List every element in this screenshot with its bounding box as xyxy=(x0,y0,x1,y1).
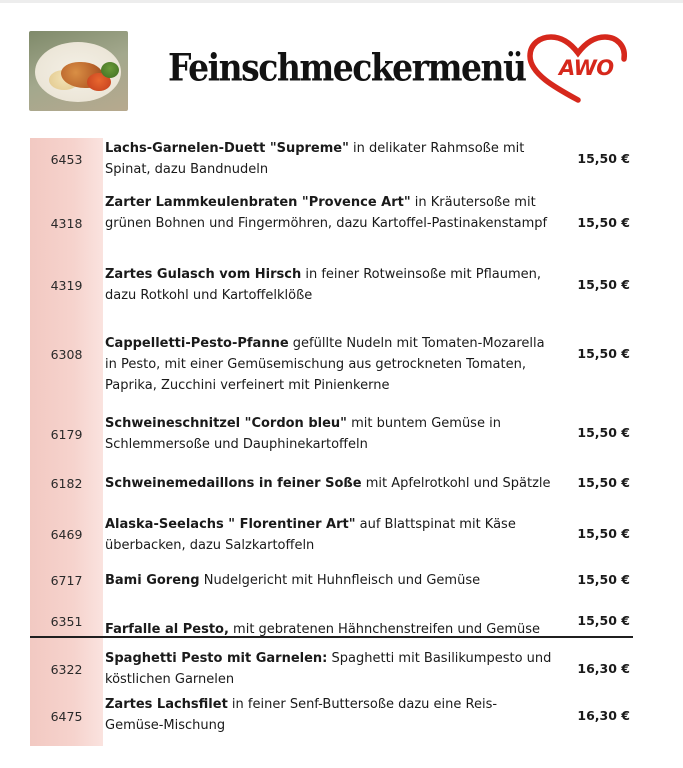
item-description xyxy=(105,694,555,736)
item-name: Lachs-Garnelen-Duett "Supreme" xyxy=(105,141,349,156)
item-details: Nudelgericht mit Huhnfleisch und Gemüse xyxy=(199,573,481,588)
item-price: 15,50 € xyxy=(577,526,630,541)
item-name: Farfalle al Pesto, xyxy=(105,622,229,637)
item-description xyxy=(105,514,555,556)
item-name: Zartes Lachsfilet xyxy=(105,697,228,712)
top-edge-line xyxy=(0,0,683,3)
food-plate-photo xyxy=(29,31,128,111)
item-name: Schweinemedaillons in feiner Soße xyxy=(105,476,362,491)
item-price: 15,50 € xyxy=(577,572,630,587)
item-description xyxy=(105,648,555,690)
item-details: Spaghetti mit Basilikumpesto und köstlichen Garnelen xyxy=(105,651,552,687)
logo-text: AWO xyxy=(559,56,614,80)
item-price: 15,50 € xyxy=(577,346,630,361)
item-code: 6351 xyxy=(50,614,83,629)
item-code: 6475 xyxy=(50,709,83,724)
item-code: 6179 xyxy=(50,427,83,442)
item-details: auf Blattspinat mit Käse überbacken, dazu Salzkartoffeln xyxy=(105,517,516,553)
item-details: in Kräutersoße mit grünen Bohnen und Fingermöhren, dazu Kartoffel-Pastinakenstampf xyxy=(105,195,548,231)
item-name: Alaska-Seelachs " Florentiner Art" xyxy=(105,517,356,532)
item-price: 16,30 € xyxy=(577,661,630,676)
item-details: gefüllte Nudeln mit Tomaten-Mozarella in Pesto, mit einer Gemüsemischung aus getrockneten Tomaten, Paprika, Zucchini verfeinert mit Pinienkerne xyxy=(105,336,545,393)
item-code: 6469 xyxy=(50,527,83,542)
item-name: Zarter Lammkeulenbraten "Provence Art" xyxy=(105,195,411,210)
item-details: mit buntem Gemüse in Schlemmersoße und Dauphinekartoffeln xyxy=(105,416,501,452)
item-code: 6308 xyxy=(50,347,83,362)
awo-logo xyxy=(526,34,632,104)
item-name: Zartes Gulasch vom Hirsch xyxy=(105,267,302,282)
item-description xyxy=(105,413,555,455)
item-details: in feiner Senf-Buttersoße dazu eine Reis-Gemüse-Mischung xyxy=(105,697,498,733)
item-code: 6182 xyxy=(50,476,83,491)
item-code: 4318 xyxy=(50,216,83,231)
item-description xyxy=(105,570,555,591)
item-price: 15,50 € xyxy=(577,215,630,230)
item-price: 15,50 € xyxy=(577,425,630,440)
item-code: 6453 xyxy=(50,152,83,167)
item-name: Schweineschnitzel "Cordon bleu" xyxy=(105,416,347,431)
item-name: Cappelletti-Pesto-Pfanne xyxy=(105,336,289,351)
item-price: 15,50 € xyxy=(577,475,630,490)
item-description xyxy=(105,619,555,640)
item-code: 6717 xyxy=(50,573,83,588)
item-code: 4319 xyxy=(50,278,83,293)
plate-shape xyxy=(35,42,121,102)
item-description xyxy=(105,264,555,306)
item-name: Bami Goreng xyxy=(105,573,200,588)
item-details: mit Apfelrotkohl und Spätzle xyxy=(361,476,551,491)
menu-title: Feinschmeckermenü xyxy=(168,45,526,90)
item-price: 15,50 € xyxy=(577,151,630,166)
item-description xyxy=(105,138,555,180)
item-price: 15,50 € xyxy=(577,277,630,292)
item-name: Spaghetti Pesto mit Garnelen: xyxy=(105,651,328,666)
item-description xyxy=(105,192,555,234)
item-description xyxy=(105,333,555,396)
item-description xyxy=(105,473,555,494)
item-price: 16,30 € xyxy=(577,708,630,723)
item-details: in feiner Rotweinsoße mit Pflaumen, dazu Rotkohl und Kartoffelklöße xyxy=(105,267,542,303)
item-code: 6322 xyxy=(50,662,83,677)
item-details: in delikater Rahmsoße mit Spinat, dazu Bandnudeln xyxy=(105,141,525,177)
item-price: 15,50 € xyxy=(577,613,630,628)
item-details: mit gebratenen Hähnchenstreifen und Gemüse xyxy=(228,622,540,637)
